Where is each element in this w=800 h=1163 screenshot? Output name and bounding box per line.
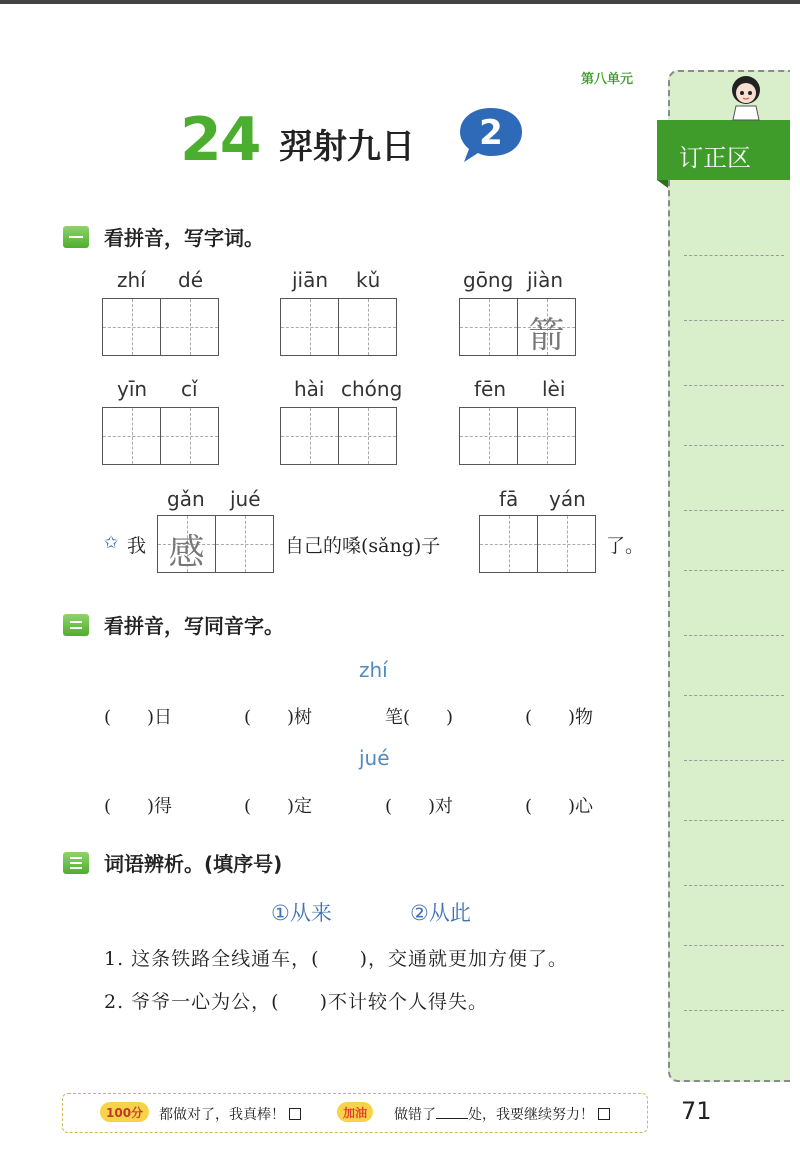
pinyin: yán <box>549 487 586 511</box>
correction-area-title: 订正区 <box>657 120 790 180</box>
question[interactable]: 2. 爷爷一心为公，( )不计较个人得失。 <box>104 991 488 1013</box>
correction-line <box>684 570 784 571</box>
answer-cell[interactable] <box>480 516 537 572</box>
answer-grid[interactable] <box>102 407 219 465</box>
errors-checkbox[interactable] <box>598 1108 610 1120</box>
unit-label: 第八单元 <box>581 72 634 87</box>
correction-line <box>684 820 784 821</box>
correction-line <box>684 510 784 511</box>
answer-cell[interactable] <box>281 299 338 355</box>
answer-cell[interactable] <box>160 408 218 464</box>
pinyin: dé <box>178 268 203 292</box>
correction-line <box>684 760 784 761</box>
page-number: 71 <box>681 1097 712 1125</box>
correction-line <box>684 445 784 446</box>
answer-cell[interactable]: 感 <box>158 516 215 572</box>
star-icon: ✩ <box>104 533 119 553</box>
all-correct-checkbox[interactable] <box>289 1108 301 1120</box>
answer-cell[interactable] <box>460 408 517 464</box>
part-number: 2 <box>479 113 503 153</box>
fill-item[interactable]: ( )日 <box>104 707 173 728</box>
pinyin: lèi <box>542 377 566 401</box>
pinyin: gōng <box>463 268 514 292</box>
fill-item[interactable]: ( )物 <box>525 707 594 728</box>
correction-line <box>684 945 784 946</box>
correction-line <box>684 255 784 256</box>
self-check-errors: 做错了 处，我要继续努力！ <box>394 1104 610 1124</box>
answer-cell[interactable] <box>338 299 396 355</box>
answer-cell[interactable] <box>281 408 338 464</box>
section-2-title: 看拼音，写同音字。 <box>104 614 284 638</box>
section-2-marker <box>63 614 89 636</box>
fill-item[interactable]: ( )对 <box>385 796 454 817</box>
section-3-marker <box>63 852 89 874</box>
pinyin: gǎn <box>167 487 205 511</box>
correction-line <box>684 320 784 321</box>
option: ①从来 <box>271 901 332 925</box>
answer-cell[interactable] <box>160 299 218 355</box>
lesson-title: 羿射九日 <box>279 127 415 167</box>
group-pinyin: zhí <box>359 658 388 682</box>
answer-cell[interactable] <box>338 408 396 464</box>
answer-grid[interactable] <box>280 407 397 465</box>
full-score-badge: 100分 <box>100 1102 149 1122</box>
self-check-all-correct: 都做对了，我真棒！ <box>159 1104 301 1124</box>
fill-item[interactable]: 笔( ) <box>385 707 454 728</box>
answer-cell[interactable] <box>103 408 160 464</box>
answer-grid[interactable] <box>280 298 397 356</box>
answer-cell[interactable]: 箭 <box>517 299 575 355</box>
pinyin: cǐ <box>181 377 198 401</box>
fill-item[interactable]: ( )心 <box>525 796 594 817</box>
pinyin: fā <box>499 487 519 511</box>
pinyin: hài <box>294 377 325 401</box>
option: ②从此 <box>410 901 471 925</box>
part-bubble-icon <box>456 104 526 166</box>
answer-grid[interactable] <box>479 515 596 573</box>
error-count-blank[interactable] <box>436 1107 468 1119</box>
correction-line <box>684 1010 784 1011</box>
answer-cell[interactable] <box>215 516 273 572</box>
fill-item[interactable]: ( )得 <box>104 796 173 817</box>
lesson-number: 24 <box>180 105 260 175</box>
answer-cell[interactable] <box>103 299 160 355</box>
fill-item[interactable]: ( )定 <box>244 796 313 817</box>
question[interactable]: 1. 这条铁路全线通车，( )，交通就更加方便了。 <box>104 948 568 970</box>
pinyin: chóng <box>341 377 403 401</box>
pinyin: jiān <box>292 268 329 292</box>
group-pinyin: jué <box>359 746 390 770</box>
top-rule <box>0 0 800 4</box>
sentence-suffix: 了。 <box>606 535 645 557</box>
answer-grid[interactable] <box>459 298 576 356</box>
answer-cell[interactable] <box>537 516 595 572</box>
fill-item[interactable]: ( )树 <box>244 707 313 728</box>
pinyin: jiàn <box>527 268 564 292</box>
pinyin: yīn <box>117 377 148 401</box>
answer-grid[interactable] <box>157 515 274 573</box>
pinyin: jué <box>230 487 261 511</box>
pinyin: kǔ <box>356 268 381 292</box>
answer-cell[interactable] <box>460 299 517 355</box>
sentence-prefix: 我 <box>127 535 147 557</box>
pinyin: zhí <box>117 268 146 292</box>
section-3-title: 词语辨析。(填序号) <box>104 852 283 876</box>
pinyin: fēn <box>474 377 507 401</box>
section-1-marker <box>63 226 89 248</box>
answer-grid[interactable] <box>459 407 576 465</box>
correction-line <box>684 885 784 886</box>
correction-line <box>684 695 784 696</box>
correction-line <box>684 385 784 386</box>
cheer-badge: 加油 <box>337 1102 373 1122</box>
sentence-middle: 自己的嗓(sǎng)子 <box>285 535 441 557</box>
section-1-title: 看拼音，写字词。 <box>104 226 264 250</box>
answer-cell[interactable] <box>517 408 575 464</box>
girl-mascot-icon <box>726 72 766 122</box>
correction-area <box>668 70 790 1082</box>
correction-line <box>684 635 784 636</box>
answer-grid[interactable] <box>102 298 219 356</box>
